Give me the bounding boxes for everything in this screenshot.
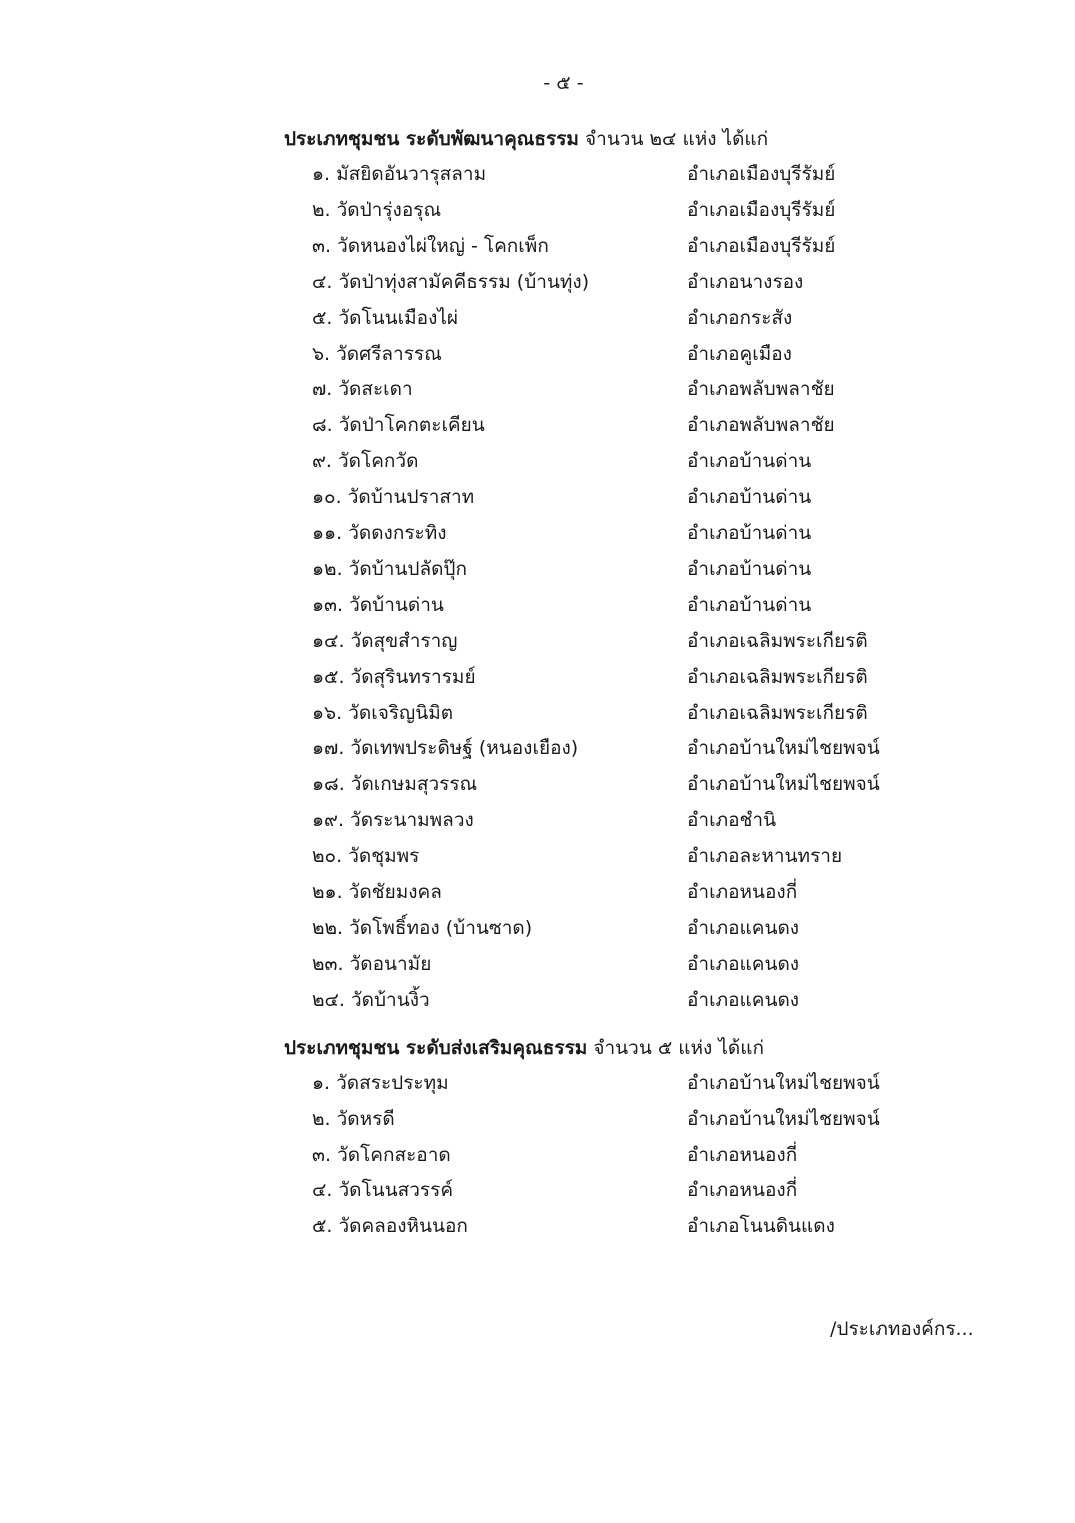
list-item	[0, 1176, 1075, 1204]
list-item	[0, 160, 1075, 188]
temple-name: ๖. วัดศรีลารรณ	[312, 342, 442, 365]
district-name: อำเภอบ้านใหม่ไชยพจน์	[687, 773, 880, 796]
temple-name: ๔. วัดโนนสวรรค์	[312, 1179, 454, 1202]
temple-name: ๑๒. วัดบ้านปลัดปุ๊ก	[312, 557, 467, 580]
district-name: อำเภอเมืองบุรีรัมย์	[687, 198, 836, 221]
temple-name: ๑๖. วัดเจริญนิมิต	[312, 701, 454, 724]
section-heading-count: จำนวน ๒๔ แห่ง ได้แก่	[585, 128, 769, 150]
list-item	[0, 232, 1075, 260]
list-item	[0, 1105, 1075, 1133]
list-item	[0, 1141, 1075, 1169]
temple-name: ๑๓. วัดบ้านด่าน	[312, 593, 444, 616]
district-name: อำเภอเฉลิมพระเกียรติ	[687, 701, 868, 724]
temple-name: ๑๕. วัดสุรินทรารมย์	[312, 665, 476, 688]
district-name: อำเภอนางรอง	[687, 270, 804, 293]
section-heading-count: จำนวน ๕ แห่ง ได้แก่	[593, 1037, 764, 1059]
temple-name: ๙. วัดโคกวัด	[312, 450, 419, 473]
list-item	[0, 411, 1075, 439]
temple-name: ๑๘. วัดเกษมสุวรรณ	[312, 773, 478, 796]
temple-name: ๗. วัดสะเดา	[312, 378, 413, 401]
district-name: อำเภอหนองกี่	[687, 1143, 798, 1166]
temple-name: ๑๑. วัดดงกระทิง	[312, 522, 447, 544]
list-item	[0, 986, 1075, 1014]
temple-name: ๑. วัดสระประทุม	[312, 1072, 449, 1094]
district-name: อำเภอแคนดง	[687, 952, 800, 975]
temple-name: ๒. วัดหรดี	[312, 1107, 395, 1130]
temple-name: ๒๑. วัดชัยมงคล	[312, 881, 442, 903]
list-item	[0, 950, 1075, 978]
list-item	[0, 914, 1075, 942]
list-item	[0, 699, 1075, 727]
temple-name: ๒๓. วัดอนามัย	[312, 952, 432, 975]
list-item	[0, 591, 1075, 619]
temple-name: ๒๔. วัดบ้านงิ้ว	[312, 988, 430, 1011]
district-name: อำเภอบ้านใหม่ไชยพจน์	[687, 1107, 880, 1130]
district-name: อำเภอคูเมือง	[687, 342, 792, 365]
list-item	[0, 663, 1075, 691]
list-item	[0, 268, 1075, 296]
section-heading-promotion	[284, 1033, 764, 1063]
list-item	[0, 1069, 1075, 1097]
list-item	[0, 375, 1075, 403]
temple-name: ๓. วัดโคกสะอาด	[312, 1143, 451, 1166]
temple-name: ๑๙. วัดระนามพลวง	[312, 809, 474, 832]
district-name: อำเภอหนองกี่	[687, 881, 798, 903]
district-name: อำเภอบ้านด่าน	[687, 486, 812, 509]
district-name: อำเภอกระสัง	[687, 306, 793, 329]
list-item	[0, 627, 1075, 655]
list-item	[0, 304, 1075, 332]
district-name: อำเภอบ้านด่าน	[687, 522, 812, 544]
temple-name: ๓. วัดหนองไผ่ใหญ่ - โคกเพ็ก	[312, 234, 549, 257]
district-name: อำเภอบ้านใหม่ไชยพจน์	[687, 737, 880, 760]
temple-name: ๘. วัดป่าโคกตะเคียน	[312, 414, 485, 437]
district-name: อำเภอบ้านด่าน	[687, 557, 812, 580]
temple-name: ๒. วัดป่ารุ่งอรุณ	[312, 198, 442, 221]
temple-name: ๑. มัสยิดอันวารุสลาม	[312, 163, 487, 185]
list-item	[0, 842, 1075, 870]
temple-name: ๒๐. วัดชุมพร	[312, 845, 420, 868]
district-name: อำเภอเฉลิมพระเกียรติ	[687, 665, 868, 688]
list-item	[0, 447, 1075, 475]
district-name: อำเภอบ้านด่าน	[687, 450, 812, 473]
list-item	[0, 806, 1075, 834]
district-name: อำเภอเฉลิมพระเกียรติ	[687, 629, 868, 652]
district-name: อำเภอละหานทราย	[687, 845, 843, 868]
list-item	[0, 340, 1075, 368]
continuation-text: /ประเภทองค์กร...	[830, 1318, 974, 1340]
section-heading-bold: ประเภทชุมชน ระดับพัฒนาคุณธรรม	[284, 128, 579, 150]
temple-name: ๕. วัดโนนเมืองไผ่	[312, 306, 459, 329]
district-name: อำเภอพลับพลาชัย	[687, 414, 835, 437]
district-name: อำเภอหนองกี่	[687, 1179, 798, 1202]
temple-name: ๒๒. วัดโพธิ์ทอง (บ้านซาด)	[312, 916, 533, 939]
list-item	[0, 555, 1075, 583]
district-name: อำเภอชำนิ	[687, 809, 777, 832]
district-name: อำเภอพลับพลาชัย	[687, 378, 835, 401]
district-name: อำเภอเมืองบุรีรัมย์	[687, 234, 836, 257]
page-number: - ๕ -	[543, 72, 584, 94]
list-item	[0, 483, 1075, 511]
section-heading-development	[284, 124, 768, 154]
district-name: อำเภอโนนดินแดง	[687, 1215, 835, 1238]
list-item	[0, 519, 1075, 547]
temple-name: ๑๗. วัดเทพประดิษฐ์ (หนองเยือง)	[312, 737, 579, 760]
temple-name: ๕. วัดคลองหินนอก	[312, 1215, 468, 1238]
list-item	[0, 734, 1075, 762]
list-item	[0, 878, 1075, 906]
district-name: อำเภอบ้านด่าน	[687, 593, 812, 616]
list-item	[0, 770, 1075, 798]
district-name: อำเภอบ้านใหม่ไชยพจน์	[687, 1072, 880, 1094]
district-name: อำเภอแคนดง	[687, 916, 800, 939]
temple-name: ๑๔. วัดสุขสำราญ	[312, 629, 458, 652]
district-name: อำเภอแคนดง	[687, 988, 800, 1011]
list-item	[0, 1212, 1075, 1240]
list-item	[0, 196, 1075, 224]
temple-name: ๑๐. วัดบ้านปราสาท	[312, 486, 475, 509]
section-heading-bold: ประเภทชุมชน ระดับส่งเสริมคุณธรรม	[284, 1037, 588, 1059]
district-name: อำเภอเมืองบุรีรัมย์	[687, 163, 836, 185]
temple-name: ๔. วัดป่าทุ่งสามัคคีธรรม (บ้านทุ่ง)	[312, 270, 590, 293]
